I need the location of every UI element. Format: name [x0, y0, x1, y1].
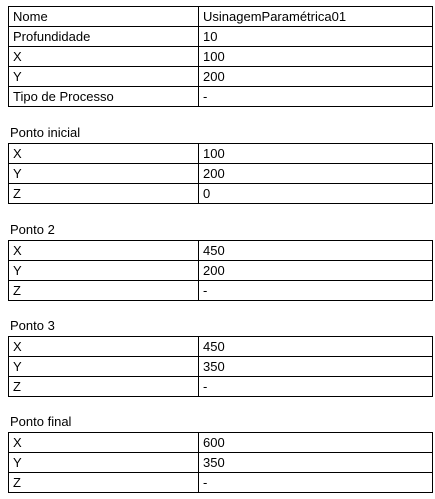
row-label: X: [9, 241, 199, 261]
row-value: -: [199, 87, 433, 107]
ponto-inicial-table: [8, 143, 433, 204]
row-value: 200: [199, 261, 433, 281]
table-row: [9, 281, 433, 301]
row-label: Profundidade: [9, 27, 199, 47]
row-label: X: [9, 433, 199, 453]
table-row: [9, 27, 433, 47]
row-value: -: [199, 377, 433, 397]
table-row: [9, 377, 433, 397]
row-label: Y: [9, 453, 199, 473]
row-label: X: [9, 337, 199, 357]
ponto-final-table: [8, 432, 433, 493]
table-row: [9, 164, 433, 184]
parameters-table: [8, 6, 433, 107]
table-row: [9, 433, 433, 453]
table-row: [9, 337, 433, 357]
row-label: Y: [9, 164, 199, 184]
row-value: 350: [199, 453, 433, 473]
row-label: Z: [9, 473, 199, 493]
table-row: [9, 241, 433, 261]
row-label: Y: [9, 261, 199, 281]
row-value: 450: [199, 241, 433, 261]
row-label: Nome: [9, 7, 199, 27]
table-row: [9, 473, 433, 493]
ponto-2-table: [8, 240, 433, 301]
row-value: 100: [199, 47, 433, 67]
table-row: [9, 7, 433, 27]
row-label: X: [9, 47, 199, 67]
row-label: Z: [9, 281, 199, 301]
section-title-ponto-2: Ponto 2: [10, 222, 55, 237]
row-value: 600: [199, 433, 433, 453]
row-value: UsinagemParamétrica01: [199, 7, 433, 27]
row-label: Y: [9, 67, 199, 87]
section-title-ponto-final: Ponto final: [10, 414, 72, 429]
row-label: Z: [9, 377, 199, 397]
table-row: [9, 47, 433, 67]
row-label: Tipo de Processo: [9, 87, 199, 107]
table-row: [9, 67, 433, 87]
section-title-ponto-3: Ponto 3: [10, 318, 55, 333]
row-value: 200: [199, 67, 433, 87]
table-row: [9, 184, 433, 204]
row-value: -: [199, 281, 433, 301]
row-label: Y: [9, 357, 199, 377]
row-value: -: [199, 473, 433, 493]
table-row: [9, 357, 433, 377]
section-title-ponto-inicial: Ponto inicial: [10, 125, 81, 140]
table-row: [9, 261, 433, 281]
row-value: 10: [199, 27, 433, 47]
row-value: 0: [199, 184, 433, 204]
row-value: 100: [199, 144, 433, 164]
table-row: [9, 87, 433, 107]
row-label: X: [9, 144, 199, 164]
row-value: 450: [199, 337, 433, 357]
row-value: 350: [199, 357, 433, 377]
ponto-3-table: [8, 336, 433, 397]
row-value: 200: [199, 164, 433, 184]
table-row: [9, 453, 433, 473]
table-row: [9, 144, 433, 164]
row-label: Z: [9, 184, 199, 204]
